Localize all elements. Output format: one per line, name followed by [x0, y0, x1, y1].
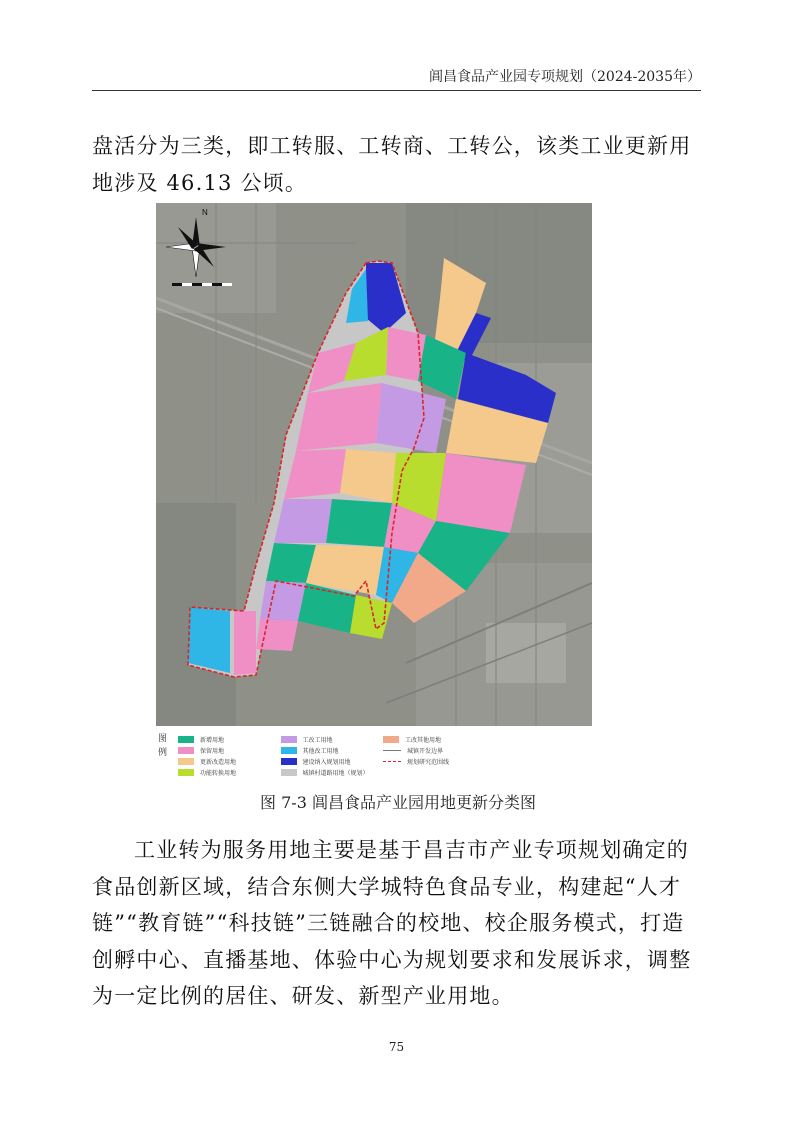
- legend-item: [486, 745, 589, 755]
- legend-item: [383, 756, 486, 766]
- legend-label: 新增用地: [200, 736, 225, 744]
- legend-item: [486, 767, 589, 777]
- legend-item: [178, 767, 281, 777]
- header-divider: [92, 90, 701, 91]
- legend-swatch: [178, 736, 194, 743]
- legend-swatch: [178, 758, 194, 765]
- legend-swatch: [281, 758, 297, 765]
- parcel-industry-3: [260, 581, 306, 621]
- parcel-industry-2: [274, 499, 332, 543]
- paragraph-intro: 盘活分为三类，即工转服、工转商、工转公，该类工业更新用地涉及 46.13 公顷。: [92, 134, 692, 195]
- legend-label: 其他改工用地: [302, 747, 339, 755]
- legend-label: 城镇村道路用地（规划）: [302, 769, 369, 777]
- figure-caption: 图 7-3 阊昌食品产业园用地更新分类图: [260, 793, 536, 812]
- legend-swatch: [281, 747, 297, 754]
- legend-title: [158, 732, 170, 760]
- legend-item: [178, 734, 281, 744]
- legend-swatch: [383, 736, 399, 743]
- legend-swatch: [178, 747, 194, 754]
- legend-label: 工改工用地: [302, 736, 333, 744]
- legend-item: [383, 734, 486, 744]
- map-canvas: [156, 203, 592, 726]
- legend-swatch: [281, 736, 297, 743]
- parcel-retain-3: [296, 383, 382, 451]
- legend-swatch: [383, 750, 401, 751]
- legend-swatch: [281, 769, 297, 776]
- legend-item: [281, 756, 384, 766]
- legend-title-top: 图: [158, 734, 168, 744]
- legend-swatch: [383, 761, 401, 762]
- legend-item: [281, 767, 384, 777]
- legend-label: 工改其他用地: [405, 736, 442, 744]
- legend-label: 功能转换用地: [200, 769, 237, 777]
- legend-item: [486, 756, 589, 766]
- legend-item: [178, 756, 281, 766]
- legend-label: 城镇开发边界: [407, 747, 444, 755]
- map-legend: [156, 730, 592, 778]
- legend-item: [281, 734, 384, 744]
- legend-title-bottom: 例: [158, 748, 168, 758]
- legend-label: 更新改造用地: [200, 758, 237, 766]
- legend-swatch: [178, 769, 194, 776]
- parcel-new-2: [326, 499, 392, 547]
- parcel-retain-6: [234, 611, 256, 675]
- legend-label: 保留用地: [200, 747, 225, 755]
- legend-grid: [178, 734, 588, 777]
- legend-item: [383, 767, 486, 777]
- parcel-retain-east: [436, 453, 526, 533]
- legend-item: [383, 745, 486, 755]
- scale-bar: [172, 283, 232, 286]
- north-label: N: [202, 208, 208, 217]
- page-number: 75: [388, 1040, 405, 1054]
- legend-item: [178, 745, 281, 755]
- legend-label: 建设纳入规划用地: [302, 758, 351, 766]
- parcel-convert-sw: [188, 607, 230, 673]
- legend-item: [281, 745, 384, 755]
- legend-item: [486, 734, 589, 744]
- legend-label: 规划研究范围线: [407, 758, 450, 766]
- running-header: 阊昌食品产业园专项规划（2024-2035年）: [429, 69, 701, 85]
- paragraph-body: 工业转为服务用地主要是基于昌吉市产业专项规划确定的食品创新区域，结合东侧大学城特色食品专业，构建起“人才链”“教育链”“科技链”三链融合的校地、校企服务模式，打造创孵中心、直播基地、体验中心为规划要求和发展诉求，调整为一定比例的居住、研发、新型产业用地。: [92, 838, 692, 1008]
- land-use-map: [156, 203, 592, 726]
